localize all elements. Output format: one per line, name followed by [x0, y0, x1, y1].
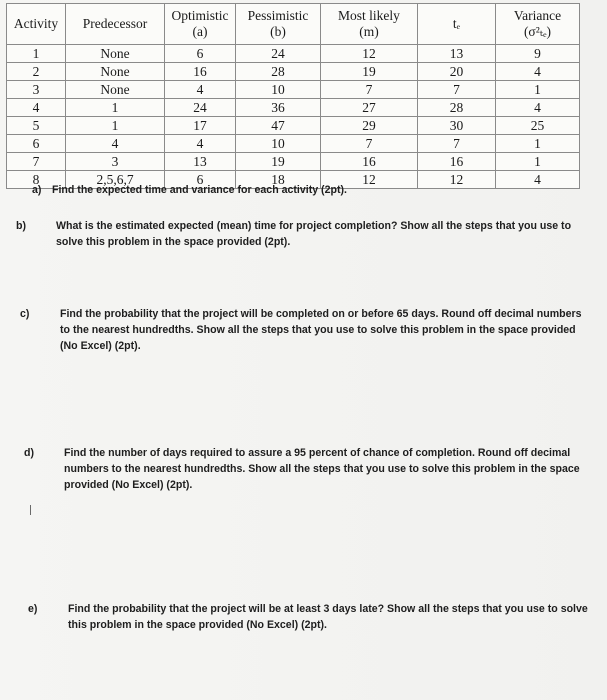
cell-variance: 25 — [496, 117, 580, 135]
cell-te: 16 — [418, 153, 496, 171]
cell-most-likely: 7 — [321, 135, 418, 153]
header-variance-title: Variance — [513, 8, 562, 23]
cell-activity: 5 — [7, 117, 66, 135]
cell-predecessor: 1 — [66, 99, 165, 117]
margin-mark — [30, 505, 31, 515]
cell-te: 13 — [418, 45, 496, 63]
table-row — [7, 45, 580, 63]
cell-most-likely: 27 — [321, 99, 418, 117]
header-optimistic-title: Optimistic — [171, 8, 229, 23]
cell-most-likely: 12 — [321, 171, 418, 189]
header-most-likely-symbol: (m) — [359, 24, 379, 39]
question-d-text: Find the number of days required to assure a 95 percent of chance of completion. Round off decimal numbers to the nearest hundredths. Show all the steps that you use to solve this problem in the space provided (No Excel) (2pt). — [64, 447, 580, 491]
cell-te: 20 — [418, 63, 496, 81]
cell-optimistic: 16 — [165, 63, 236, 81]
question-a-text: Find the expected time and variance for each activity (2pt). — [52, 184, 347, 196]
cell-variance: 4 — [496, 63, 580, 81]
cell-pessimistic: 28 — [236, 63, 321, 81]
question-e — [28, 601, 588, 633]
header-activity: Activity — [7, 4, 66, 45]
cell-predecessor: None — [66, 81, 165, 99]
header-pessimistic-title: Pessimistic — [247, 8, 309, 23]
cell-most-likely: 16 — [321, 153, 418, 171]
cell-optimistic: 4 — [165, 81, 236, 99]
cell-predecessor: None — [66, 63, 165, 81]
cell-variance: 1 — [496, 81, 580, 99]
cell-optimistic: 4 — [165, 135, 236, 153]
question-c-text: Find the probability that the project will be completed on or before 65 days. Round off decimal numbers to the nearest hundredths. Show all the steps that you use to solve this problem in the space provided (No Excel) (2pt). — [60, 308, 582, 352]
cell-te: 7 — [418, 135, 496, 153]
cell-pessimistic: 18 — [236, 171, 321, 189]
cell-activity: 7 — [7, 153, 66, 171]
cell-predecessor: 1 — [66, 117, 165, 135]
question-b — [16, 218, 596, 250]
question-e-text: Find the probability that the project will be at least 3 days late? Show all the steps that you use to solve this problem in the space provided (No Excel) (2pt). — [68, 603, 588, 631]
cell-most-likely: 19 — [321, 63, 418, 81]
cell-variance: 4 — [496, 99, 580, 117]
header-optimistic-symbol: (a) — [192, 24, 208, 39]
table-row — [7, 63, 580, 81]
table-row — [7, 117, 580, 135]
cell-te: 12 — [418, 171, 496, 189]
cell-pessimistic: 36 — [236, 99, 321, 117]
cell-most-likely: 7 — [321, 81, 418, 99]
question-d-label: d) — [24, 447, 34, 459]
cell-activity: 3 — [7, 81, 66, 99]
question-e-label: e) — [28, 603, 38, 615]
cell-activity: 6 — [7, 135, 66, 153]
cell-optimistic: 6 — [165, 171, 236, 189]
cell-most-likely: 29 — [321, 117, 418, 135]
cell-te: 28 — [418, 99, 496, 117]
table-header-row — [7, 4, 580, 45]
cell-te: 30 — [418, 117, 496, 135]
header-te: tₑ — [418, 4, 496, 45]
cell-predecessor: 3 — [66, 153, 165, 171]
cell-pessimistic: 19 — [236, 153, 321, 171]
cell-activity: 1 — [7, 45, 66, 63]
question-b-text: What is the estimated expected (mean) time for project completion? Show all the steps that you use to solve this problem in the space provided (2pt). — [56, 220, 572, 248]
cell-activity: 2 — [7, 63, 66, 81]
cell-pessimistic: 47 — [236, 117, 321, 135]
cell-pessimistic: 10 — [236, 81, 321, 99]
cell-pessimistic: 10 — [236, 135, 321, 153]
header-variance-symbol: (σ²ₜₑ) — [523, 24, 552, 39]
cell-most-likely: 12 — [321, 45, 418, 63]
question-a-label: a) — [32, 184, 42, 196]
cell-te: 7 — [418, 81, 496, 99]
cell-variance: 1 — [496, 135, 580, 153]
cell-optimistic: 24 — [165, 99, 236, 117]
cell-predecessor: None — [66, 45, 165, 63]
question-c-label: c) — [20, 308, 30, 320]
cell-predecessor: 4 — [66, 135, 165, 153]
header-pessimistic-symbol: (b) — [270, 24, 286, 39]
header-optimistic — [165, 4, 236, 45]
cell-predecessor: 2,5,6,7 — [66, 171, 165, 189]
question-c — [20, 306, 590, 354]
cell-pessimistic: 24 — [236, 45, 321, 63]
table-row — [7, 153, 580, 171]
question-d — [24, 445, 584, 493]
activity-table — [6, 3, 580, 189]
table-row — [7, 135, 580, 153]
cell-variance: 1 — [496, 153, 580, 171]
question-b-label: b) — [16, 220, 26, 232]
header-most-likely — [321, 4, 418, 45]
cell-activity: 4 — [7, 99, 66, 117]
cell-activity: 8 — [7, 171, 66, 189]
header-variance — [496, 4, 580, 45]
header-most-likely-title: Most likely — [338, 8, 400, 23]
cell-optimistic: 6 — [165, 45, 236, 63]
header-pessimistic — [236, 4, 321, 45]
question-a — [32, 182, 592, 198]
cell-optimistic: 13 — [165, 153, 236, 171]
table-row — [7, 99, 580, 117]
cell-variance: 9 — [496, 45, 580, 63]
header-predecessor: Predecessor — [66, 4, 165, 45]
cell-optimistic: 17 — [165, 117, 236, 135]
cell-variance: 4 — [496, 171, 580, 189]
table-row — [7, 81, 580, 99]
table-body — [7, 45, 580, 189]
